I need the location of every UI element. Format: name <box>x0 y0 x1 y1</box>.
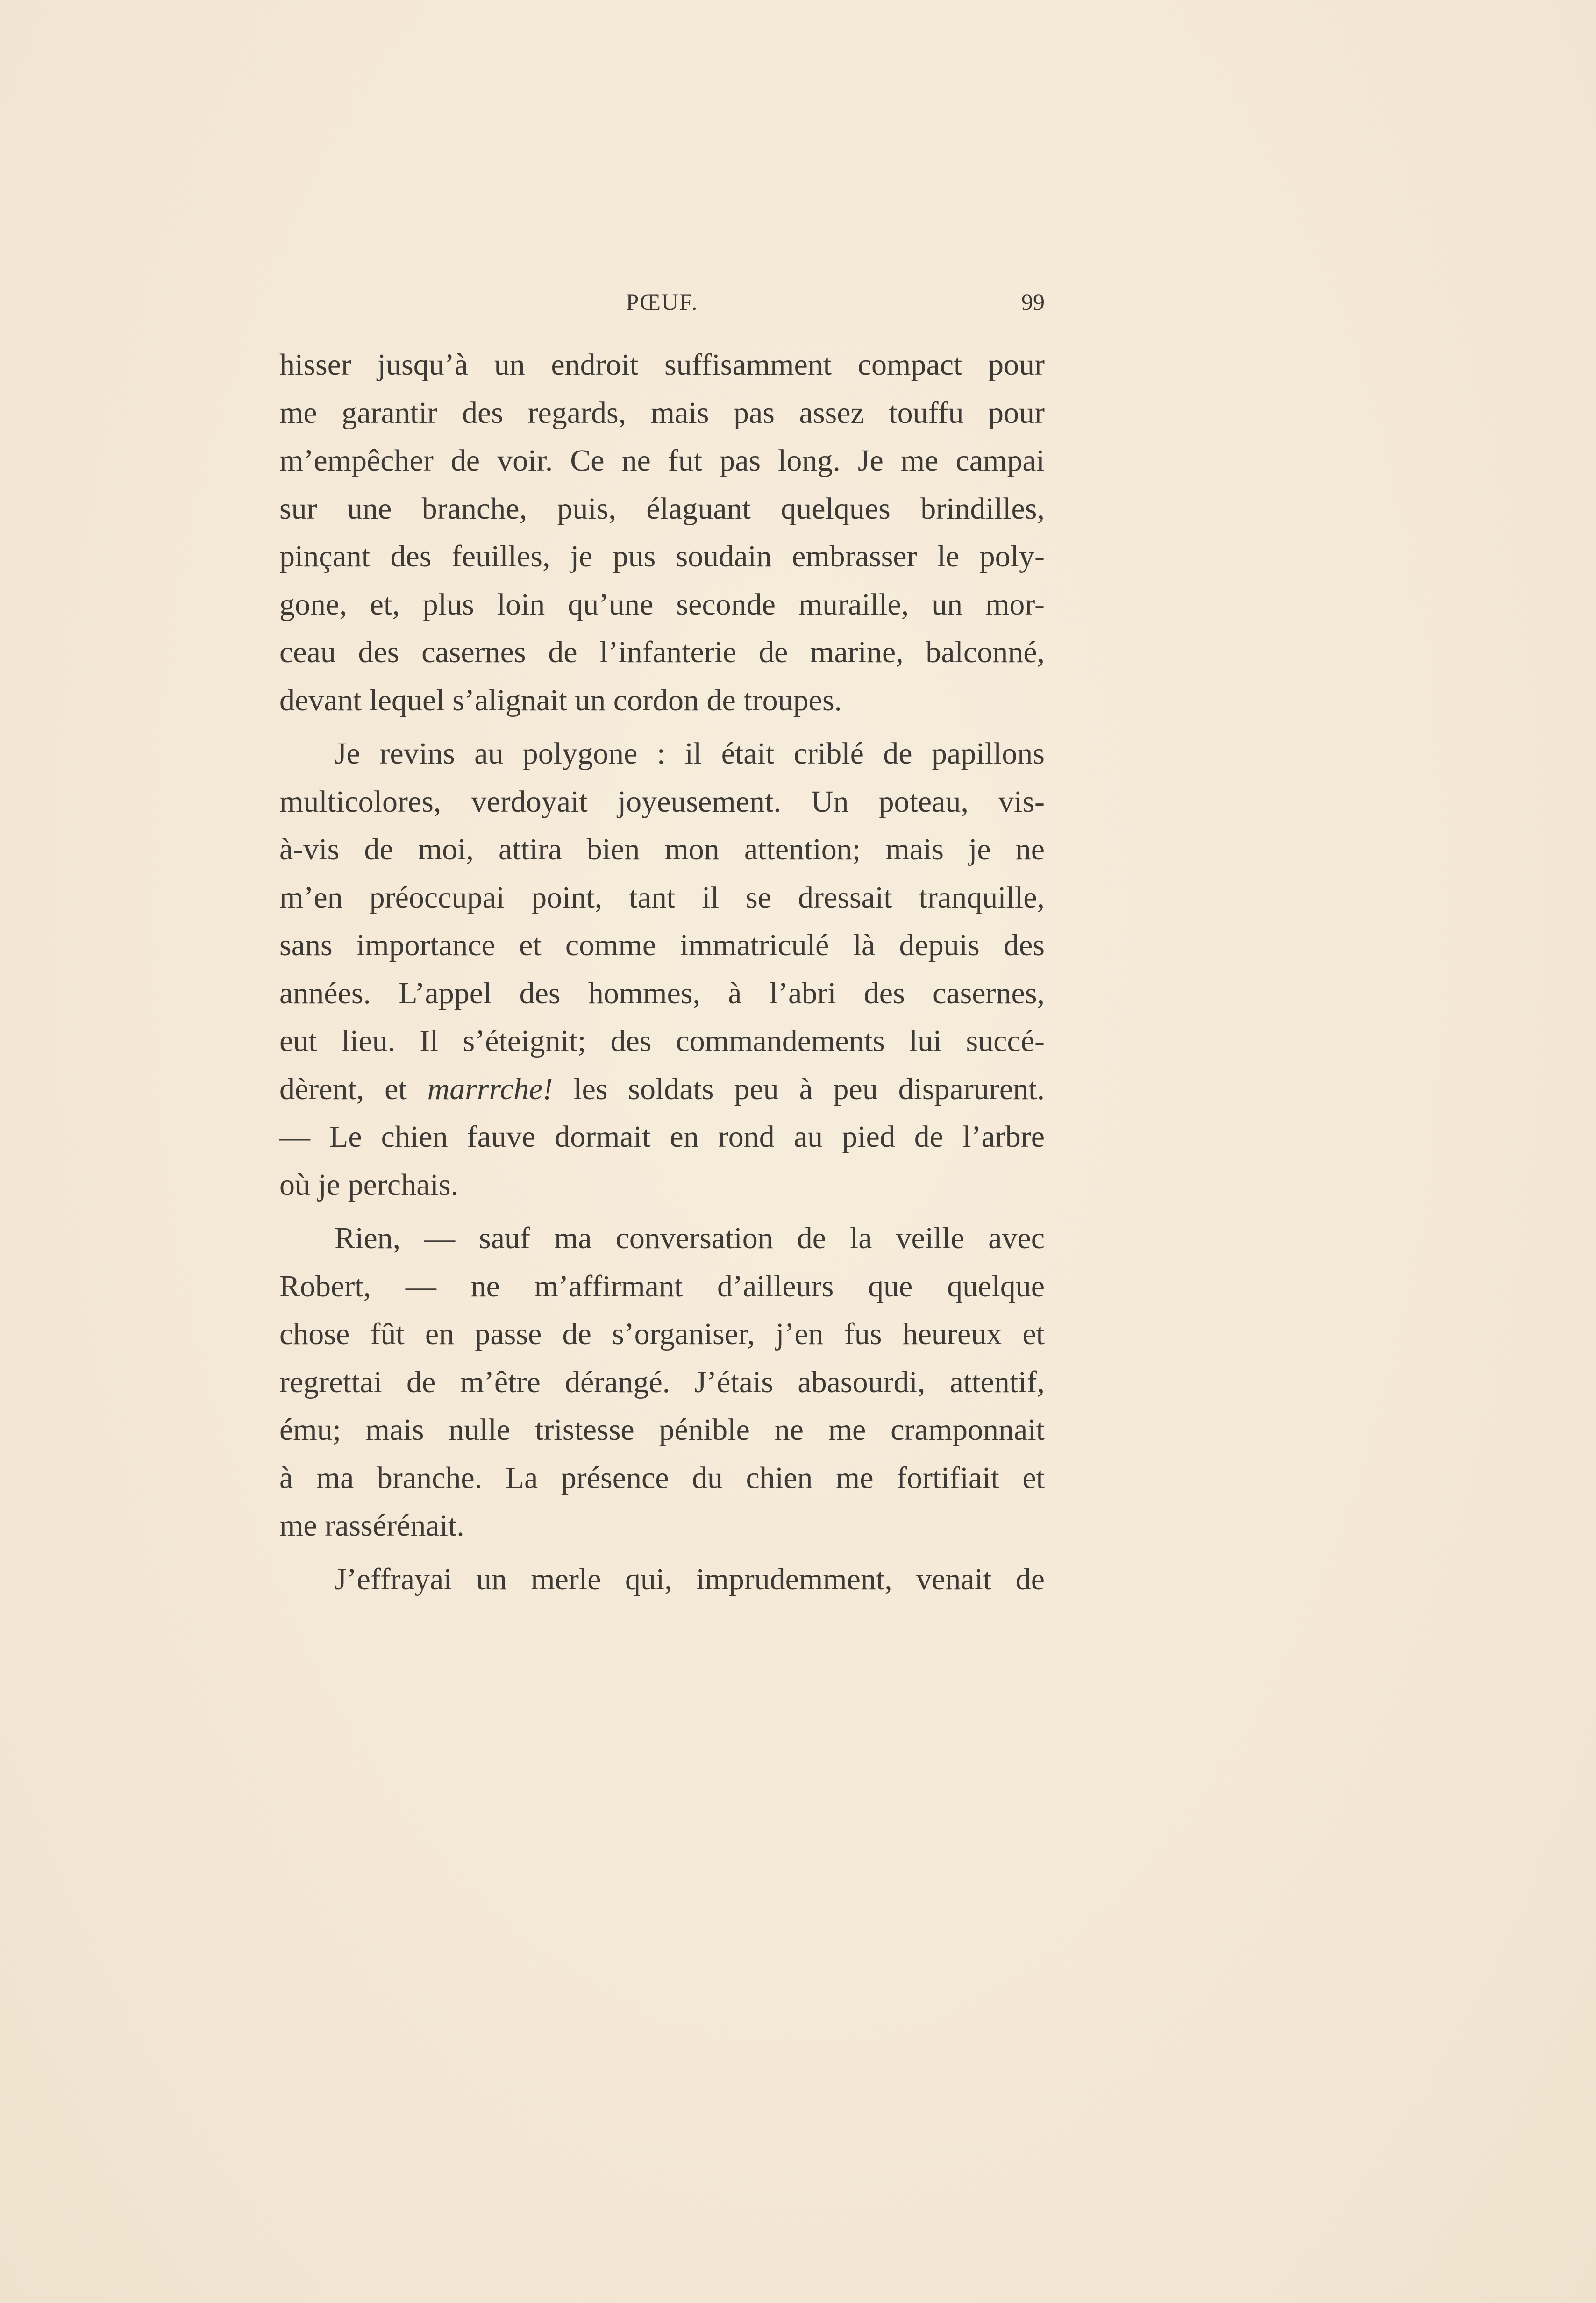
text-segment: dèrent, et <box>279 1072 428 1106</box>
italic-exclamation: marrrche! <box>427 1072 553 1106</box>
text-line: Rien, — sauf ma conversation de la veille avec <box>335 1221 1045 1255</box>
text-line: pinçant des feuilles, je pus soudain embrasser le poly- <box>279 539 1045 573</box>
text-line: m’empêcher de voir. Ce ne fut pas long. Je me campai <box>279 443 1045 478</box>
text-line: ému; mais nulle tristesse pénible ne me cramponnait <box>279 1413 1045 1447</box>
text-line: ceau des casernes de l’infanterie de marine, balconné, <box>279 635 1045 669</box>
text-line: années. L’appel des hommes, à l’abri des casernes, <box>279 976 1045 1010</box>
text-line: hisser jusqu’à un endroit suffisamment compact pour <box>279 348 1045 382</box>
running-head <box>279 283 1045 321</box>
text-line: Je revins au polygone : il était criblé de papillons <box>335 737 1045 771</box>
text-line-with-italic <box>279 1066 1045 1114</box>
text-line: sur une branche, puis, élaguant quelques brindilles, <box>279 491 1045 526</box>
text-line: Robert, — ne m’affirmant d’ailleurs que quelque <box>279 1269 1045 1303</box>
text-line: J’effrayai un merle qui, imprudemment, venait de <box>335 1562 1045 1596</box>
text-line: m’en préoccupai point, tant il se dressait tranquille, <box>279 880 1045 915</box>
text-line: multicolores, verdoyait joyeusement. Un poteau, vis- <box>279 784 1045 819</box>
text-line: eut lieu. Il s’éteignit; des commandements lui succé- <box>279 1024 1045 1058</box>
text-line: regrettai de m’être dérangé. J’étais abasourdi, attentif, <box>279 1365 1045 1399</box>
running-title: PŒUF. <box>626 289 698 315</box>
text-segment: les soldats peu à peu disparurent. <box>553 1072 1045 1106</box>
text-line: où je perchais. <box>279 1167 459 1202</box>
text-line: devant lequel s’alignait un cordon de troupes. <box>279 683 842 717</box>
body-text <box>279 341 1045 1603</box>
text-line: me garantir des regards, mais pas assez touffu pour <box>279 395 1045 430</box>
text-line: à-vis de moi, attira bien mon attention; mais je ne <box>279 832 1045 866</box>
text-line: chose fût en passe de s’organiser, j’en fus heureux et <box>279 1317 1045 1351</box>
text-line: — Le chien fauve dormait en rond au pied de l’arbre <box>279 1120 1045 1154</box>
text-line: sans importance et comme immatriculé là depuis des <box>279 928 1045 962</box>
text-line: me rassérénait. <box>279 1509 464 1543</box>
text-line: à ma branche. La présence du chien me fortifiait et <box>279 1460 1045 1495</box>
page-number: 99 <box>1021 289 1045 315</box>
text-line: gone, et, plus loin qu’une seconde muraille, un mor- <box>279 587 1045 622</box>
